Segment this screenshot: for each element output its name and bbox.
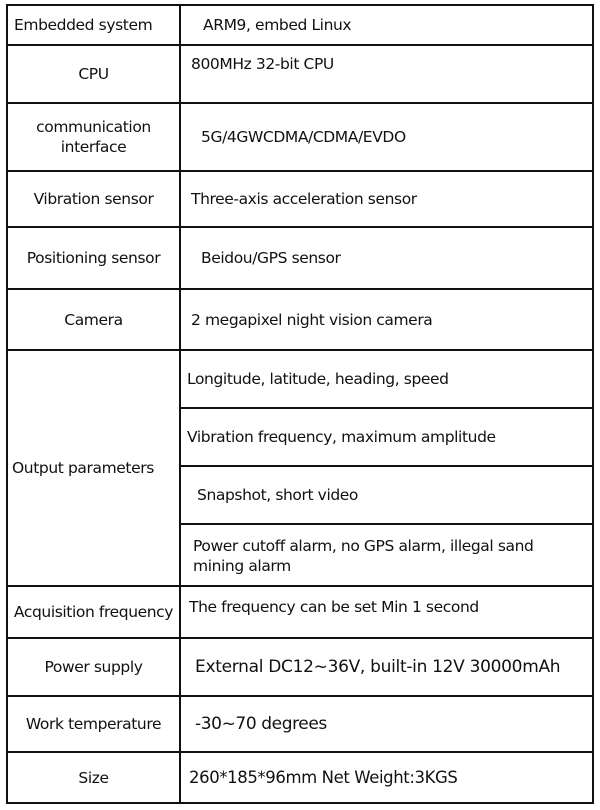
spec-label: Size — [7, 752, 180, 803]
spec-value: Three-axis acceleration sensor — [180, 171, 593, 227]
spec-value: Snapshot, short video — [180, 466, 593, 524]
spec-row-cpu — [7, 45, 593, 103]
spec-value: 2 megapixel night vision camera — [180, 289, 593, 350]
spec-label: Output parameters — [7, 350, 180, 586]
spec-value: 5G/4GWCDMA/CDMA/EVDO — [180, 103, 593, 171]
spec-value: ARM9, embed Linux — [180, 5, 593, 45]
spec-value: Vibration frequency, maximum amplitude — [180, 408, 593, 466]
spec-value: External DC12~36V, built-in 12V 30000mAh — [180, 638, 593, 696]
spec-row-communication-interface — [7, 103, 593, 171]
spec-label: communication interface — [7, 103, 180, 171]
spec-row-power-supply — [7, 638, 593, 696]
spec-value: Longitude, latitude, heading, speed — [180, 350, 593, 408]
spec-value: Beidou/GPS sensor — [180, 227, 593, 289]
spec-label: Positioning sensor — [7, 227, 180, 289]
spec-value: The frequency can be set Min 1 second — [180, 586, 593, 638]
spec-value: 260*185*96mm Net Weight:3KGS — [180, 752, 593, 803]
spec-row-work-temperature — [7, 696, 593, 752]
spec-row-output-parameters — [7, 350, 593, 408]
spec-row-camera — [7, 289, 593, 350]
spec-row-vibration-sensor — [7, 171, 593, 227]
spec-row-acquisition-frequency — [7, 586, 593, 638]
spec-value: 800MHz 32-bit CPU — [180, 45, 593, 103]
spec-label: Embedded system — [7, 5, 180, 45]
spec-row-size — [7, 752, 593, 803]
spec-label: CPU — [7, 45, 180, 103]
spec-row-embedded-system — [7, 5, 593, 45]
spec-table — [6, 4, 594, 804]
spec-label: Power supply — [7, 638, 180, 696]
spec-label: Work temperature — [7, 696, 180, 752]
spec-label: Vibration sensor — [7, 171, 180, 227]
spec-value: Power cutoff alarm, no GPS alarm, illegal sand mining alarm — [180, 524, 593, 586]
spec-value: -30~70 degrees — [180, 696, 593, 752]
spec-row-positioning-sensor — [7, 227, 593, 289]
spec-label: Acquisition frequency — [7, 586, 180, 638]
spec-label: Camera — [7, 289, 180, 350]
